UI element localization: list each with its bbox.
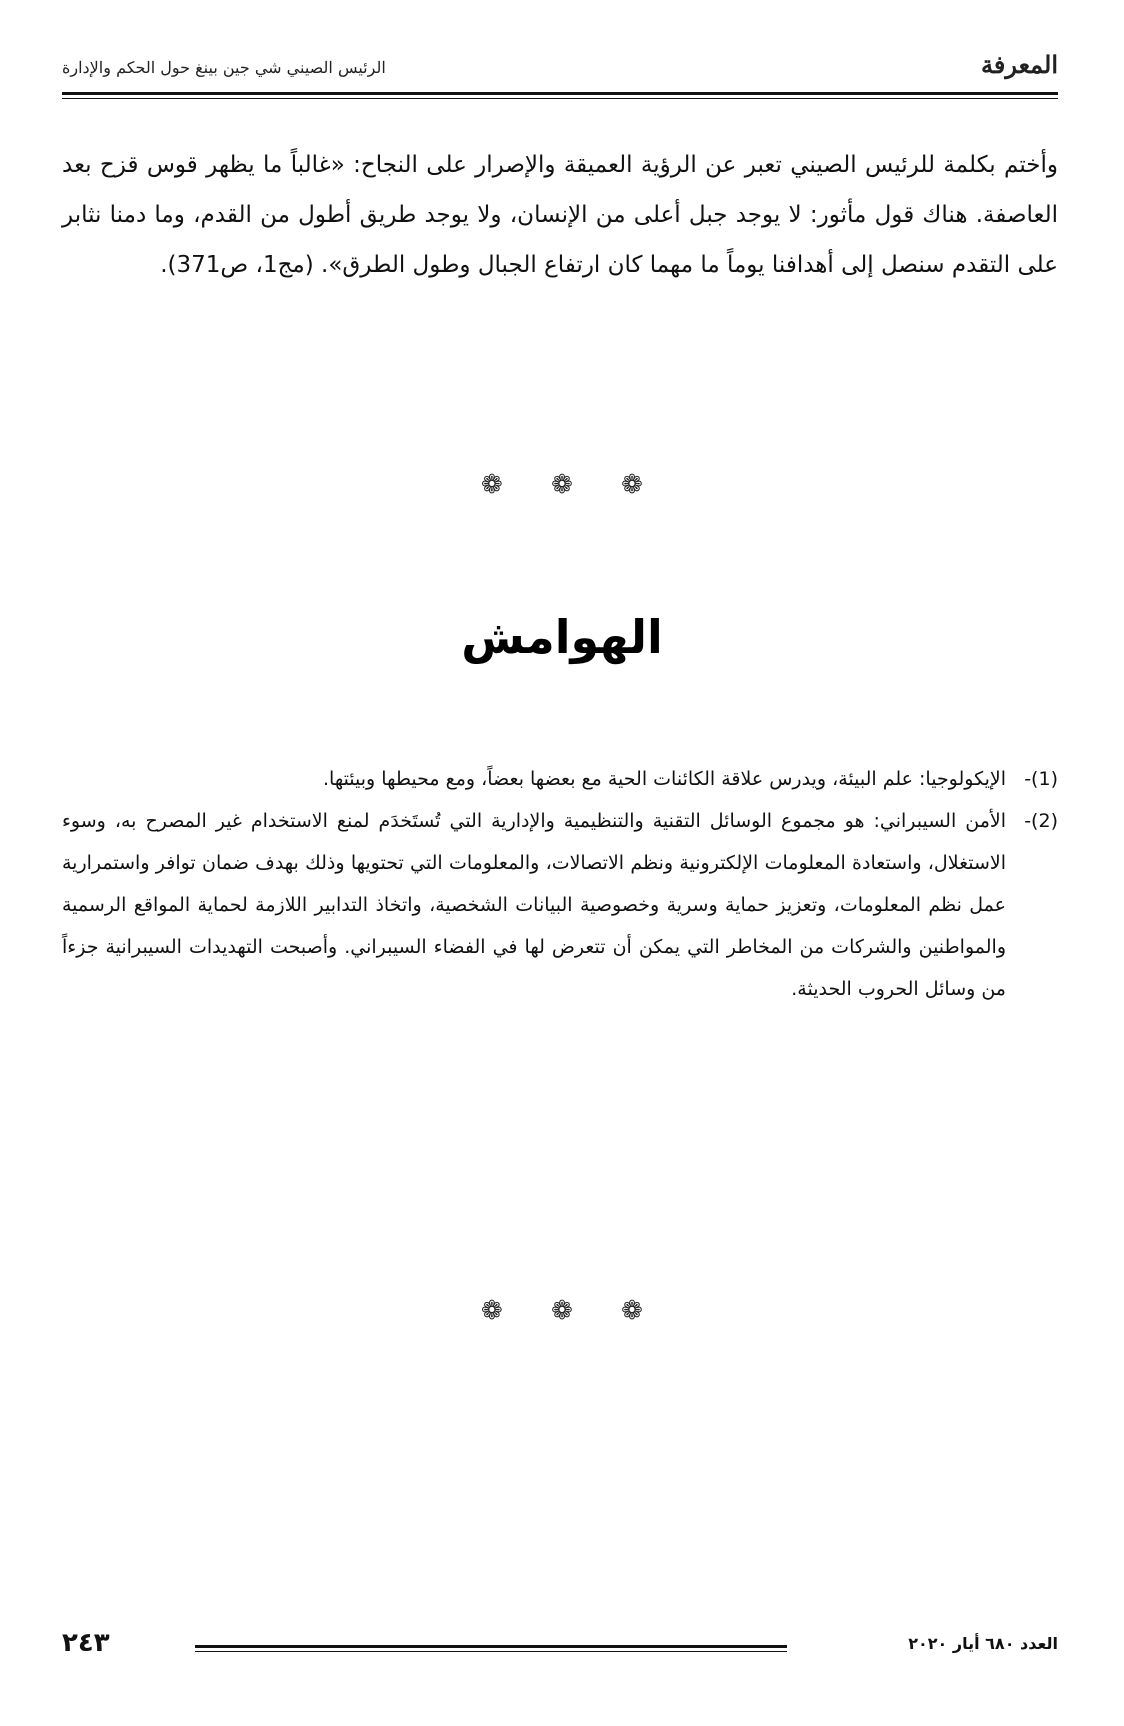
page-number: ٢٤٣ <box>62 1628 110 1658</box>
header-rule-thin <box>62 98 1058 99</box>
footnote-item <box>62 758 1058 800</box>
section-title: الهوامش <box>461 610 663 664</box>
running-title: الرئيس الصيني شي جين بينغ حول الحكم والإدارة <box>62 58 386 77</box>
flower-ornament-icon: ❁ <box>621 1296 643 1326</box>
flower-ornament-icon: ❁ <box>551 470 573 500</box>
issue-info: العدد ٦٨٠ أيار ٢٠٢٠ <box>908 1634 1058 1653</box>
flower-ornament-icon: ❁ <box>621 470 643 500</box>
ornament-divider <box>62 470 1062 500</box>
header-bar <box>62 44 1058 88</box>
header-rule <box>62 92 1058 95</box>
ornament-divider <box>62 1296 1062 1326</box>
footnotes-list <box>62 758 1058 1010</box>
flower-ornament-icon: ❁ <box>481 1296 503 1326</box>
footer-rule-thin <box>195 1651 787 1652</box>
footnote-number: (1)- <box>1024 768 1058 790</box>
footer-rule <box>195 1645 787 1648</box>
footnote-number: (2)- <box>1024 810 1058 832</box>
footnote-item <box>62 800 1058 1010</box>
footnote-text: الأمن السيبراني: هو مجموع الوسائل التقنية والتنظيمية والإدارية التي تُستَخدَم لمنع الاستخدام غير المصرح به، وسوء الاستغلال، واستعادة المعلومات الإلكترونية ونظم الاتصالات، والمعلومات التي تحتويها وذلك بهدف ضمان توافر واستمرارية عمل نظم المعلومات، وتعزيز حماية وسرية وخصوصية البيانات الشخصية، واتخاذ التدابير اللازمة لحماية المواقع الرسمية والمواطنين والشركات من المخاطر التي يمكن أن تتعرض لها في الفضاء السيبراني. وأصبحت التهديدات السيبرانية جزءاً من وسائل الحروب الحديثة. <box>62 810 1006 1000</box>
flower-ornament-icon: ❁ <box>551 1296 573 1326</box>
magazine-logo: المعرفة <box>980 50 1058 79</box>
flower-ornament-icon: ❁ <box>481 470 503 500</box>
footnote-text: الإيكولوجيا: علم البيئة، ويدرس علاقة الكائنات الحية مع بعضها بعضاً، ومع محيطها وبيئتها. <box>322 768 1006 790</box>
closing-paragraph: وأختم بكلمة للرئيس الصيني تعبر عن الرؤية العميقة والإصرار على النجاح: «غالباً ما يظهر قوس قزح بعد العاصفة. هناك قول مأثور: لا يوجد جبل أعلى من الإنسان، ولا يوجد طريق أطول من القدم، وما دمنا نثابر على التقدم سنصل إلى أهدافنا يوماً ما مهما كان ارتفاع الجبال وطول الطرق». (مج1، ص371). <box>62 152 1058 278</box>
